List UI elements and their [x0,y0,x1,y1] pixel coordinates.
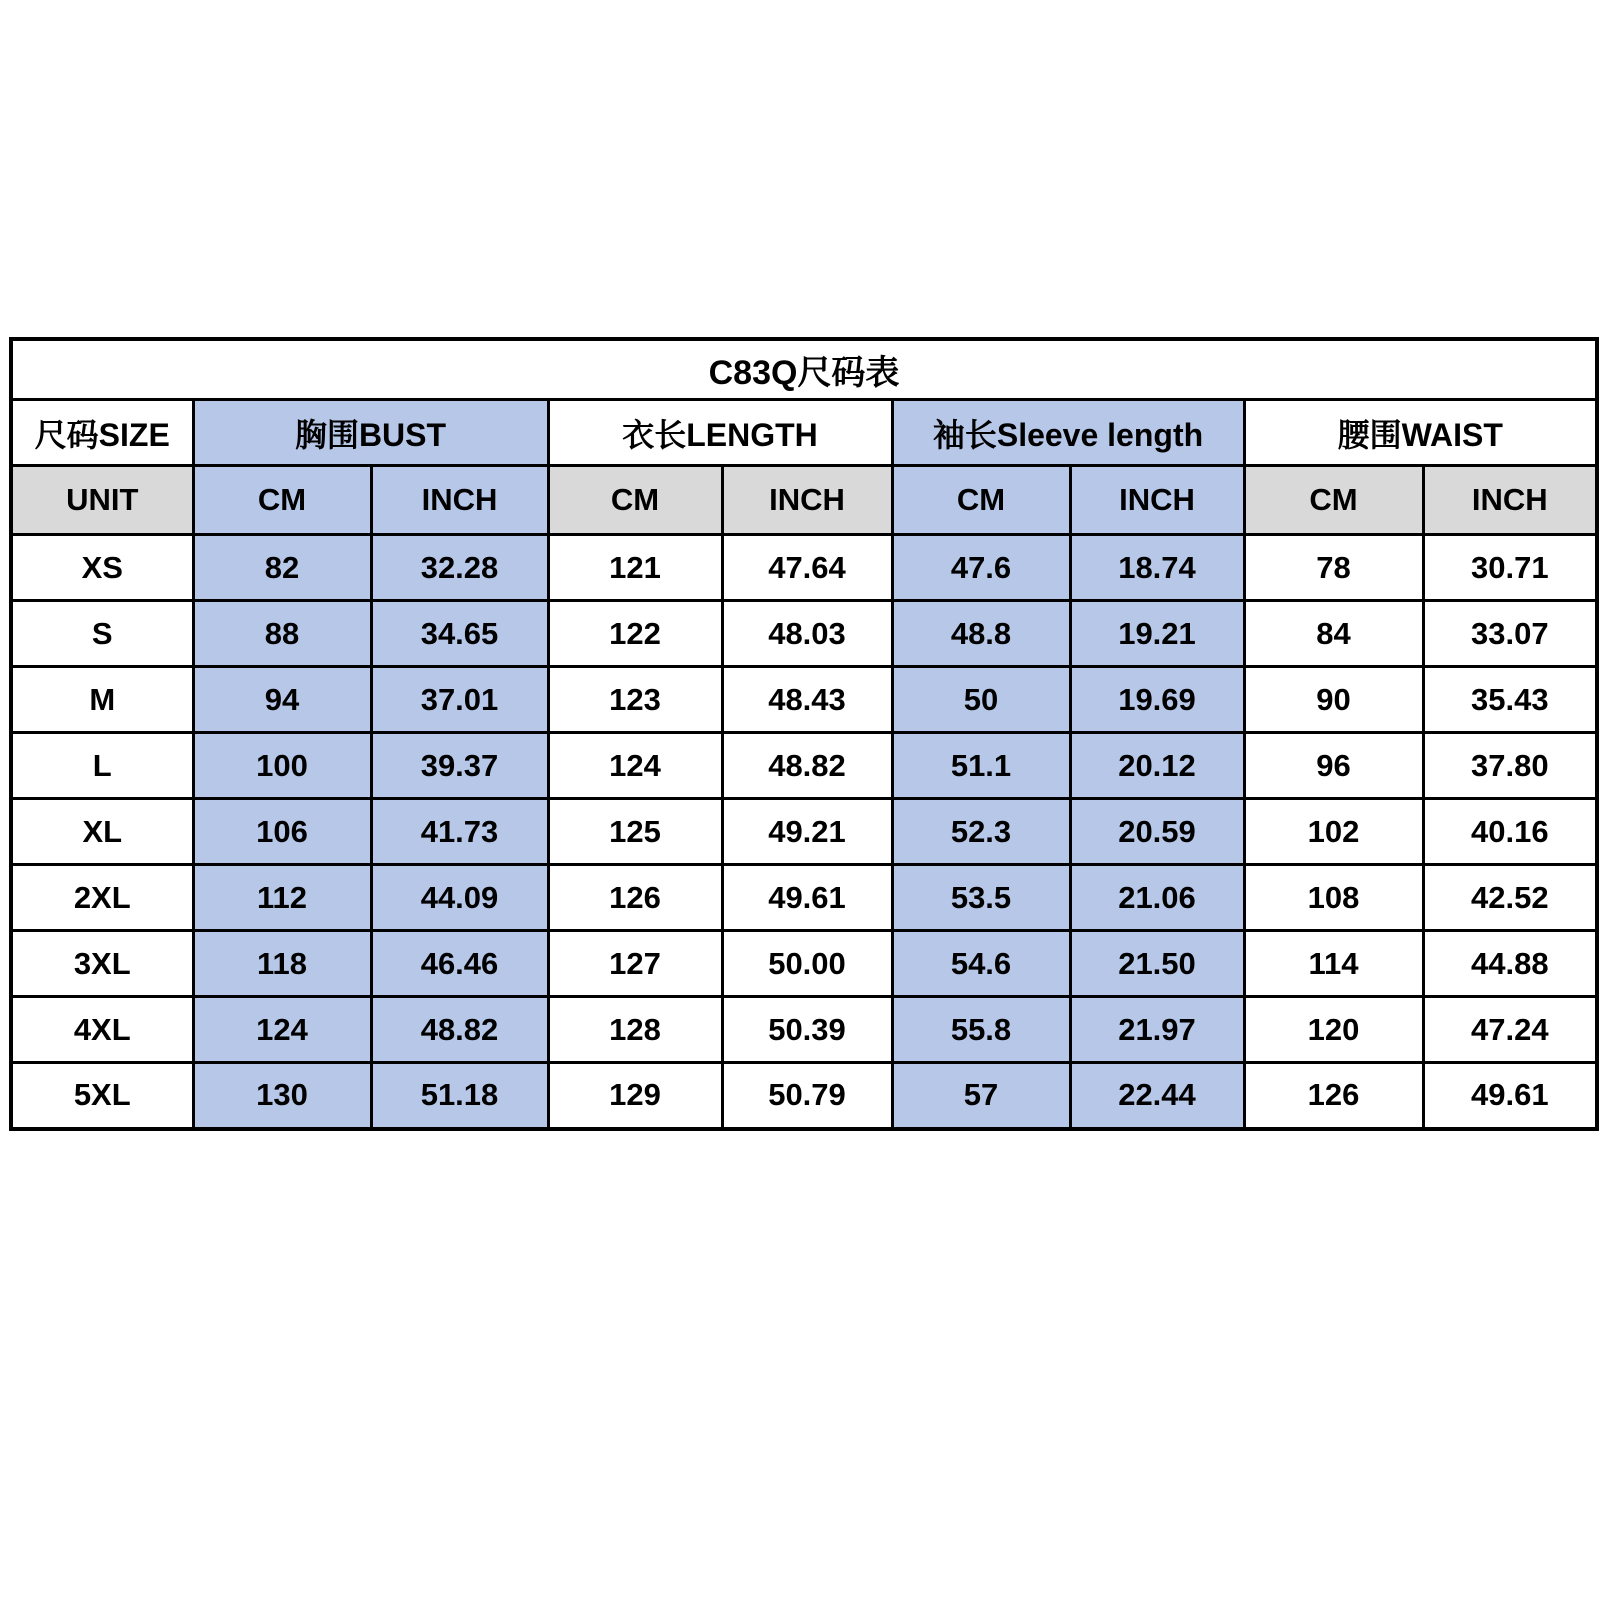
unit-cell-sleeve-cm: CM [892,466,1070,535]
data-cell: 102 [1244,799,1423,865]
data-cell: 20.12 [1070,733,1244,799]
data-cell: 126 [548,865,722,931]
data-cell: 57 [892,1063,1070,1129]
data-cell: 84 [1244,601,1423,667]
data-cell: 44.88 [1423,931,1597,997]
unit-cell-waist-cm: CM [1244,466,1423,535]
table-row [11,1063,1597,1129]
data-cell: 50.79 [722,1063,892,1129]
col-header-size: 尺码SIZE [11,400,193,466]
column-group-header-row [11,400,1597,466]
data-cell: 129 [548,1063,722,1129]
data-cell: 34.65 [371,601,548,667]
data-cell: 88 [193,601,371,667]
data-cell: 48.43 [722,667,892,733]
data-cell: 114 [1244,931,1423,997]
data-cell: 30.71 [1423,535,1597,601]
data-cell: 55.8 [892,997,1070,1063]
unit-cell-length-inch: INCH [722,466,892,535]
table-row [11,733,1597,799]
table-row [11,535,1597,601]
col-header-waist: 腰围WAIST [1244,400,1597,466]
data-cell: 18.74 [1070,535,1244,601]
data-cell: 51.1 [892,733,1070,799]
unit-header-row [11,466,1597,535]
data-cell: 48.8 [892,601,1070,667]
size-cell: 5XL [11,1063,193,1129]
data-cell: 40.16 [1423,799,1597,865]
table-row [11,931,1597,997]
data-cell: 50 [892,667,1070,733]
table-row [11,997,1597,1063]
size-chart-wrapper [9,337,1599,1131]
unit-cell-length-cm: CM [548,466,722,535]
data-cell: 19.69 [1070,667,1244,733]
data-cell: 121 [548,535,722,601]
data-cell: 35.43 [1423,667,1597,733]
data-cell: 90 [1244,667,1423,733]
data-cell: 48.03 [722,601,892,667]
size-cell: M [11,667,193,733]
data-cell: 21.50 [1070,931,1244,997]
data-cell: 47.24 [1423,997,1597,1063]
data-cell: 41.73 [371,799,548,865]
data-cell: 96 [1244,733,1423,799]
data-cell: 52.3 [892,799,1070,865]
table-row [11,865,1597,931]
data-cell: 22.44 [1070,1063,1244,1129]
data-cell: 53.5 [892,865,1070,931]
data-cell: 94 [193,667,371,733]
size-chart-table [9,337,1599,1131]
size-cell: S [11,601,193,667]
data-cell: 125 [548,799,722,865]
data-cell: 20.59 [1070,799,1244,865]
data-cell: 48.82 [371,997,548,1063]
data-cell: 106 [193,799,371,865]
data-cell: 21.06 [1070,865,1244,931]
data-cell: 33.07 [1423,601,1597,667]
table-title: C83Q尺码表 [11,339,1597,400]
data-cell: 108 [1244,865,1423,931]
data-cell: 47.6 [892,535,1070,601]
data-cell: 51.18 [371,1063,548,1129]
col-header-bust: 胸围BUST [193,400,548,466]
data-cell: 42.52 [1423,865,1597,931]
table-row [11,667,1597,733]
data-cell: 32.28 [371,535,548,601]
data-cell: 54.6 [892,931,1070,997]
size-cell: XS [11,535,193,601]
data-cell: 120 [1244,997,1423,1063]
size-cell: 3XL [11,931,193,997]
data-cell: 48.82 [722,733,892,799]
data-cell: 19.21 [1070,601,1244,667]
data-cell: 118 [193,931,371,997]
data-cell: 127 [548,931,722,997]
data-cell: 37.80 [1423,733,1597,799]
table-row [11,601,1597,667]
data-cell: 124 [548,733,722,799]
unit-cell-sleeve-inch: INCH [1070,466,1244,535]
data-cell: 49.61 [722,865,892,931]
data-cell: 124 [193,997,371,1063]
data-cell: 112 [193,865,371,931]
data-cell: 100 [193,733,371,799]
unit-label-cell: UNIT [11,466,193,535]
data-cell: 21.97 [1070,997,1244,1063]
data-cell: 49.61 [1423,1063,1597,1129]
data-cell: 49.21 [722,799,892,865]
data-cell: 44.09 [371,865,548,931]
data-cell: 130 [193,1063,371,1129]
unit-cell-bust-cm: CM [193,466,371,535]
data-cell: 122 [548,601,722,667]
col-header-length: 衣长LENGTH [548,400,892,466]
data-cell: 123 [548,667,722,733]
size-cell: XL [11,799,193,865]
data-cell: 78 [1244,535,1423,601]
data-cell: 46.46 [371,931,548,997]
unit-cell-bust-inch: INCH [371,466,548,535]
data-cell: 126 [1244,1063,1423,1129]
size-cell: L [11,733,193,799]
table-title-row [11,339,1597,400]
data-cell: 82 [193,535,371,601]
size-cell: 2XL [11,865,193,931]
data-cell: 50.39 [722,997,892,1063]
data-cell: 47.64 [722,535,892,601]
col-header-sleeve-length: 袖长Sleeve length [892,400,1244,466]
data-cell: 128 [548,997,722,1063]
size-cell: 4XL [11,997,193,1063]
table-row [11,799,1597,865]
unit-cell-waist-inch: INCH [1423,466,1597,535]
data-cell: 39.37 [371,733,548,799]
data-cell: 50.00 [722,931,892,997]
data-cell: 37.01 [371,667,548,733]
